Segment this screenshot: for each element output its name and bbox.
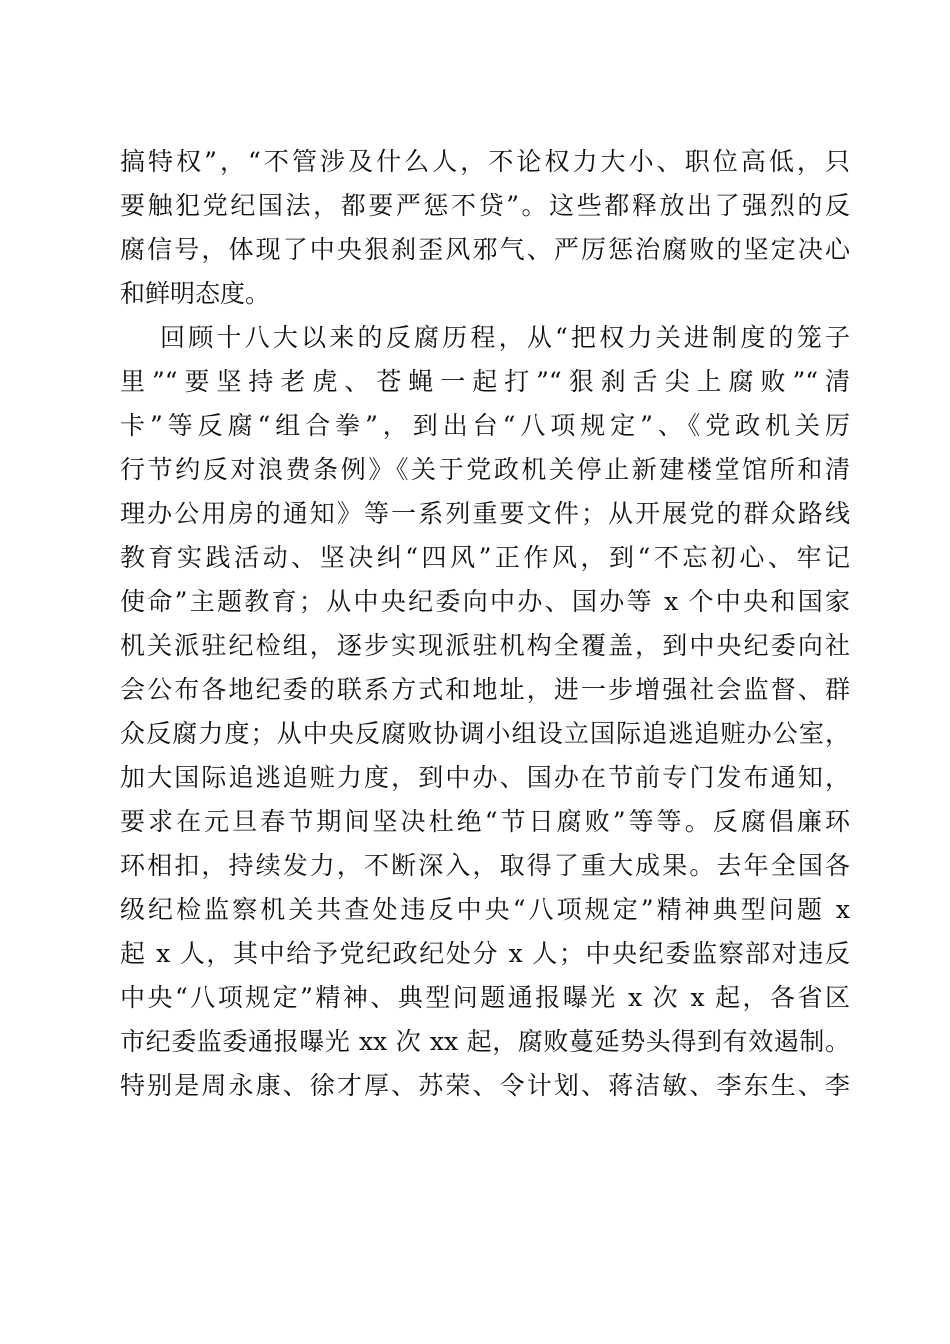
text-line: 行节约反对浪费条例》《关于党政机关停止新建楼堂馆所和清 bbox=[120, 455, 850, 484]
text-line: 中央“八项规定”精神、典型问题通报曝光 x 次 x 起，各省区 bbox=[120, 983, 850, 1012]
text-line: 卡”等反腐“组合拳”，到出台“八项规定”、《党政机关厉 bbox=[120, 411, 850, 440]
text-line: 腐信号，体现了中央狠刹歪风邪气、严厉惩治腐败的坚定决心 bbox=[120, 235, 850, 264]
text-line: 环相扣，持续发力，不断深入，取得了重大成果。去年全国各 bbox=[120, 851, 850, 880]
text-line: 特别是周永康、徐才厚、苏荣、令计划、蒋洁敏、李东生、李 bbox=[120, 1071, 850, 1100]
text-line: 级纪检监察机关共查处违反中央“八项规定”精神典型问题 x bbox=[120, 895, 850, 924]
text-line: 市纪委监委通报曝光 xx 次 xx 起，腐败蔓延势头得到有效遏制。 bbox=[120, 1027, 850, 1056]
text-line: 理办公用房的通知》等一系列重要文件；从开展党的群众路线 bbox=[120, 499, 850, 528]
text-line: 教育实践活动、坚决纠“四风”正作风，到“不忘初心、牢记 bbox=[120, 543, 850, 572]
text-line: 回顾十八大以来的反腐历程，从“把权力关进制度的笼子 bbox=[160, 323, 850, 352]
text-line: 加大国际追逃追赃力度，到中办、国办在节前专门发布通知， bbox=[120, 763, 850, 792]
text-line: 要求在元旦春节期间坚决杜绝“节日腐败”等等。反腐倡廉环 bbox=[120, 807, 850, 836]
text-line: 和鲜明态度。 bbox=[120, 279, 271, 308]
text-line: 使命”主题教育；从中央纪委向中办、国办等 x 个中央和国家 bbox=[120, 587, 850, 616]
body-text bbox=[120, 140, 850, 1108]
text-line: 要触犯党纪国法，都要严惩不贷”。这些都释放出了强烈的反 bbox=[120, 191, 850, 220]
text-line: 机关派驻纪检组，逐步实现派驻机构全覆盖，到中央纪委向社 bbox=[120, 631, 850, 660]
text-line: 会公布各地纪委的联系方式和地址，进一步增强社会监督、群 bbox=[120, 675, 850, 704]
text-line: 里”“要坚持老虎、苍蝇一起打”“狠刹舌尖上腐败”“清 bbox=[120, 367, 850, 396]
text-line: 众反腐力度；从中央反腐败协调小组设立国际追逃追赃办公室， bbox=[120, 719, 850, 748]
text-line: 搞特权”，“不管涉及什么人，不论权力大小、职位高低，只 bbox=[120, 147, 850, 176]
text-line: 起 x 人，其中给予党纪政纪处分 x 人；中央纪委监察部对违反 bbox=[120, 939, 850, 968]
